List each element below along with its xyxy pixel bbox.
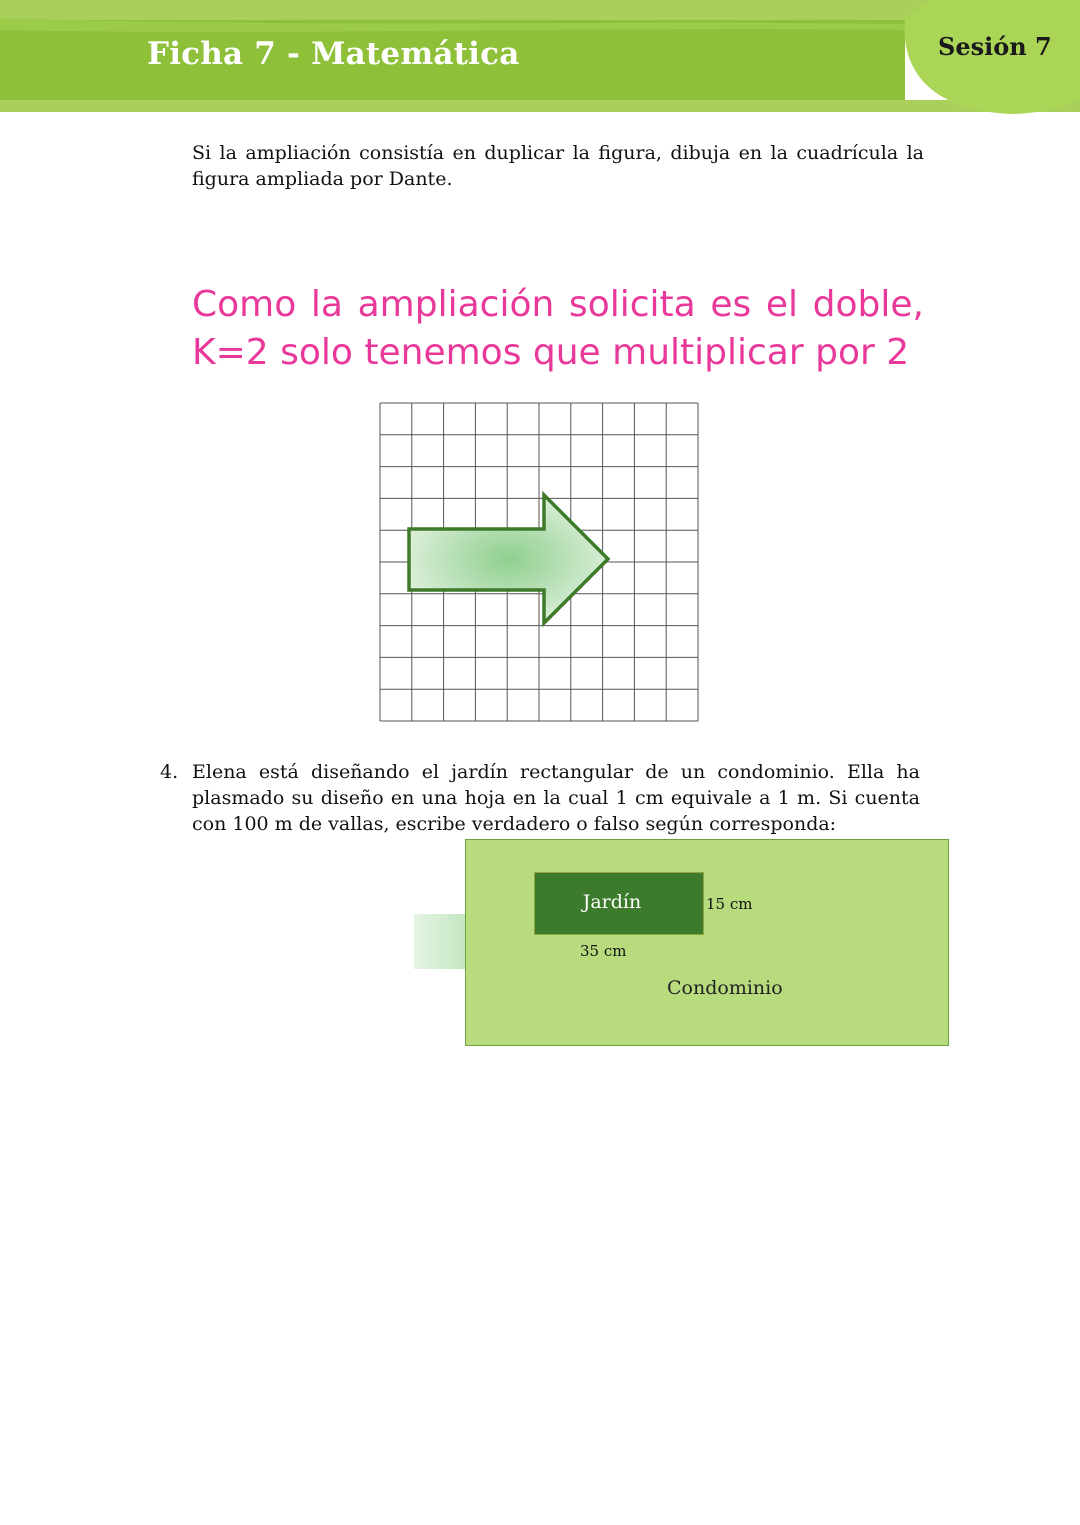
- grid-canvas: [379, 402, 701, 724]
- garden-rectangle: [534, 872, 704, 935]
- garden-height-label: 15 cm: [706, 895, 753, 913]
- page-header: [0, 0, 1080, 120]
- problem-number: 4.: [160, 761, 179, 783]
- session-badge: Sesión 7: [938, 32, 1052, 61]
- handwritten-answer: Como la ampliación solicita es el doble, K=2 solo tenemos que multiplicar por 2: [192, 284, 924, 373]
- garden-width-label: 35 cm: [580, 942, 627, 960]
- arrow-right-icon: [409, 495, 608, 623]
- condominium-label: Condominio: [667, 977, 783, 999]
- faded-tab: [414, 914, 466, 969]
- grid-figure: [379, 402, 701, 728]
- faded-tab-text: 1: [426, 926, 435, 942]
- garden-label: Jardín: [582, 891, 642, 913]
- problem-text: Elena está diseñando el jardín rectangular de un condominio. Ella ha plasmado su diseño en una hoja en la cual 1 cm equivale a 1 m. Si cuenta con 100 m de vallas, escribe verdadero o falso según corresponda:: [192, 761, 920, 835]
- worksheet-title: Ficha 7 - Matemática: [147, 36, 520, 72]
- condominium-diagram: [465, 839, 949, 1046]
- instruction-text: Si la ampliación consistía en duplicar la figura, dibuja en la cuadrícula la figura ampliada por Dante.: [192, 142, 924, 190]
